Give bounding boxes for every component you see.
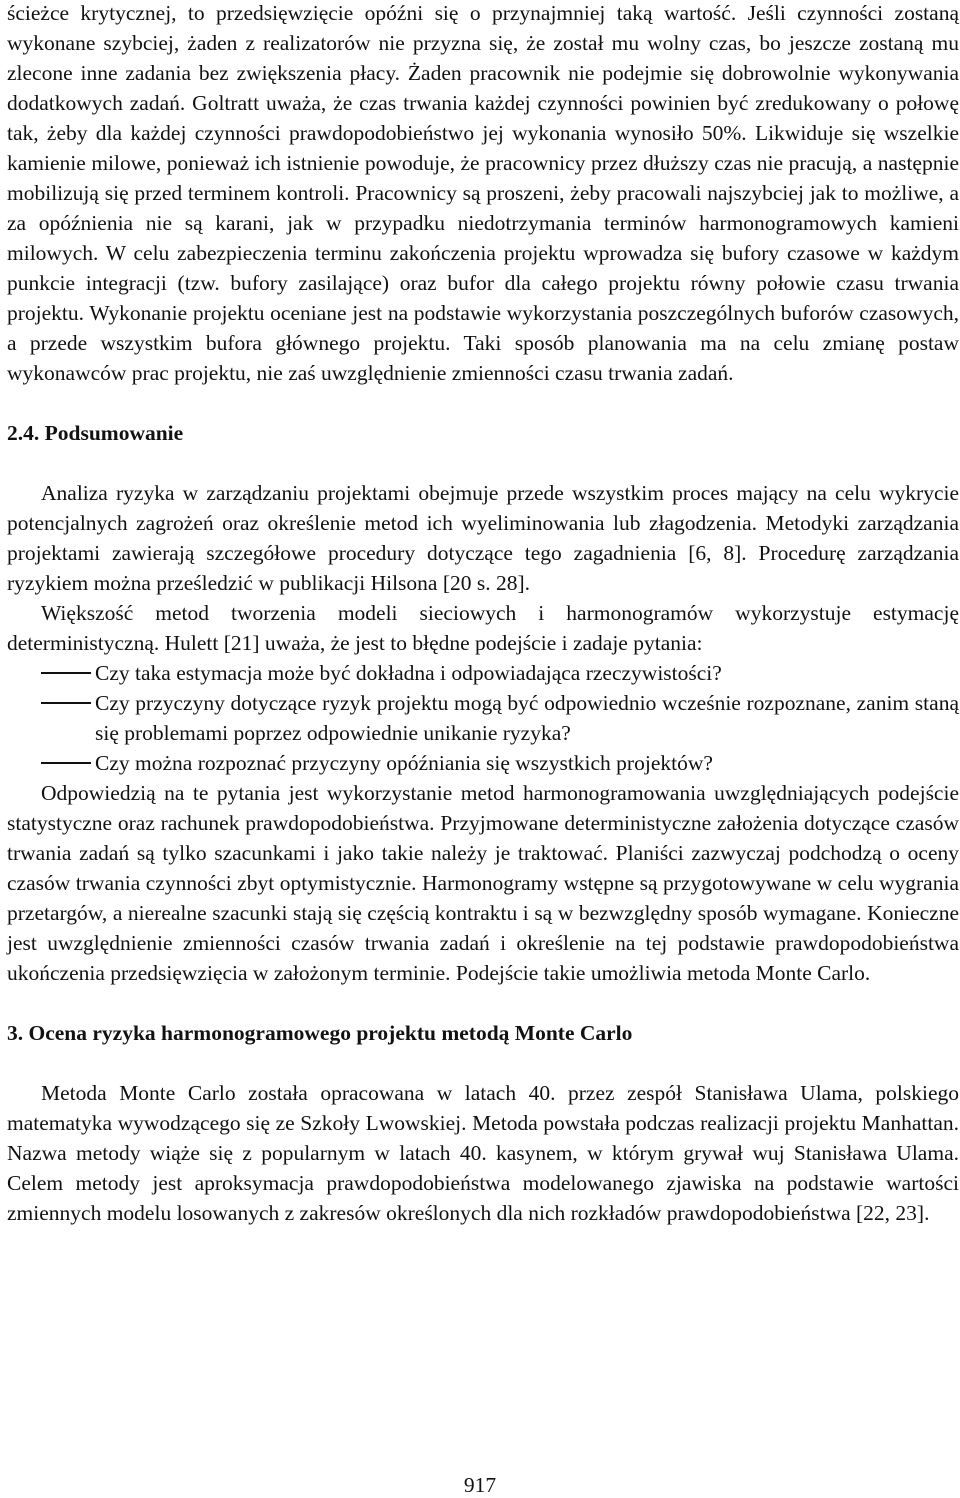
page-number: 917 xyxy=(463,1473,497,1497)
paragraph-summary-2: Większość metod tworzenia modeli sieciowych i harmonogramów wykorzystuje estymację deterministyczną. Hulett [21] uważa, że jest to błędne podejście i zadaje pytania: xyxy=(7,601,959,655)
paragraph-continued: ścieżce krytycznej, to przedsięwzięcie opóźni się o przynajmniej taką wartość. Jeśli czynności zostaną wykonane szybciej, żaden z realizatorów nie przyzna się, że został mu wolny czas, bo jeszcze zostaną mu zlecone inne zadania bez zwiększenia płacy. Żaden pracownik nie podejmie się dobrowolnie wykonywania dodatkowych zadań. Goltratt uważa, że czas trwania każdej czynności powinien być zredukowany o połowę tak, żeby dla każdej czynności prawdopodobieństwo jej wykonania wynosiło 50%. Likwiduje się wszelkie kamienie milowe, ponieważ ich istnienie powoduje, że pracownicy przez dłuższy czas nie pracują, a następnie mobilizują się przed terminem kontroli. Pracownicy są proszeni, żeby pracowali najszybciej jak to możliwe, a za opóźnienia nie są karani, jak w przypadku niedotrzymania terminów harmonogramowych kamieni milowych. W celu zabezpieczenia terminu zakończenia projektu wprowadza się bufory czasowe w każdym punkcie integracji (tzw. bufory zasilające) oraz bufor dla całego projektu równy połowie czasu trwania projektu. Wykonanie projektu oceniane jest na podstawie wykorzystania poszczególnych buforów czasowych, a przede wszystkim bufora głównego projektu. Taki sposób planowania ma na celu zmianę postaw wykonawców prac projektu, nie zaś uwzględnienie zmienności czasu trwania zadań. xyxy=(7,1,959,385)
section-heading-3: 3. Ocena ryzyka harmonogramowego projektu metodą Monte Carlo xyxy=(7,1021,633,1045)
question-text: Czy taka estymacja może być dokładna i odpowiadająca rzeczywistości? xyxy=(95,661,722,685)
paragraph-monte-carlo-1: Metoda Monte Carlo została opracowana w latach 40. przez zespół Stanisława Ulama, polskiego matematyka wywodzącego się ze Szkoły Lwowskiej. Metoda powstała podczas realizacji projektu Manhattan. Nazwa metody wiąże się z popularnym w latach 40. kasynem, w którym grywał wuj Stanisława Ulama. Celem metody jest aproksymacja prawdopodobieństwa modelowanego zjawiska na podstawie wartości zmiennych modelu losowanych z zakresów określonych dla nich rozkładów prawdopodobieństwa [22, 23]. xyxy=(7,1081,959,1225)
paragraph-summary-1: Analiza ryzyka w zarządzaniu projektami obejmuje przede wszystkim proces mający na celu wykrycie potencjalnych zagrożeń oraz określenie metod ich wyeliminowania lub złagodzenia. Metodyki zarządzania projektami zawierają szczegółowe procedury dotyczące tego zagadnienia [6, 8]. Procedurę zarządzania ryzykiem można prześledzić w publikacji Hilsona [20 s. 28]. xyxy=(7,481,959,595)
paragraph-summary-3: Odpowiedzią na te pytania jest wykorzystanie metod harmonogramowania uwzględniających podejście statystyczne oraz rachunek prawdopodobieństwa. Przyjmowane deterministyczne założenia dotyczące czasów trwania zadań są tylko szacunkami i jako takie należy je traktować. Planiści zazwyczaj podchodzą o oceny czasów trwania czynności zbyt optymistycznie. Harmonogramy wstępne są przygotowywane w celu wygrania przetargów, a nierealne szacunki stają się częścią kontraktu i są w bezwzględny sposób wymagane. Konieczne jest uwzględnienie zmienności czasów trwania zadań i określenie na tej podstawie prawdopodobieństwa ukończenia przedsięwzięcia w założonym terminie. Podejście takie umożliwia metoda Monte Carlo. xyxy=(7,781,959,985)
question-item xyxy=(7,658,959,688)
question-item xyxy=(7,748,959,778)
page-body xyxy=(7,0,959,1228)
question-item xyxy=(7,688,959,748)
question-text: Czy przyczyny dotyczące ryzyk projektu mogą być odpowiednio wcześnie rozpoznane, zanim staną się problemami poprzez odpowiednie unikanie ryzyka? xyxy=(95,691,959,745)
section-heading-2-4: 2.4. Podsumowanie xyxy=(7,421,184,445)
question-text: Czy można rozpoznać przyczyny opóźniania się wszystkich projektów? xyxy=(95,751,713,775)
